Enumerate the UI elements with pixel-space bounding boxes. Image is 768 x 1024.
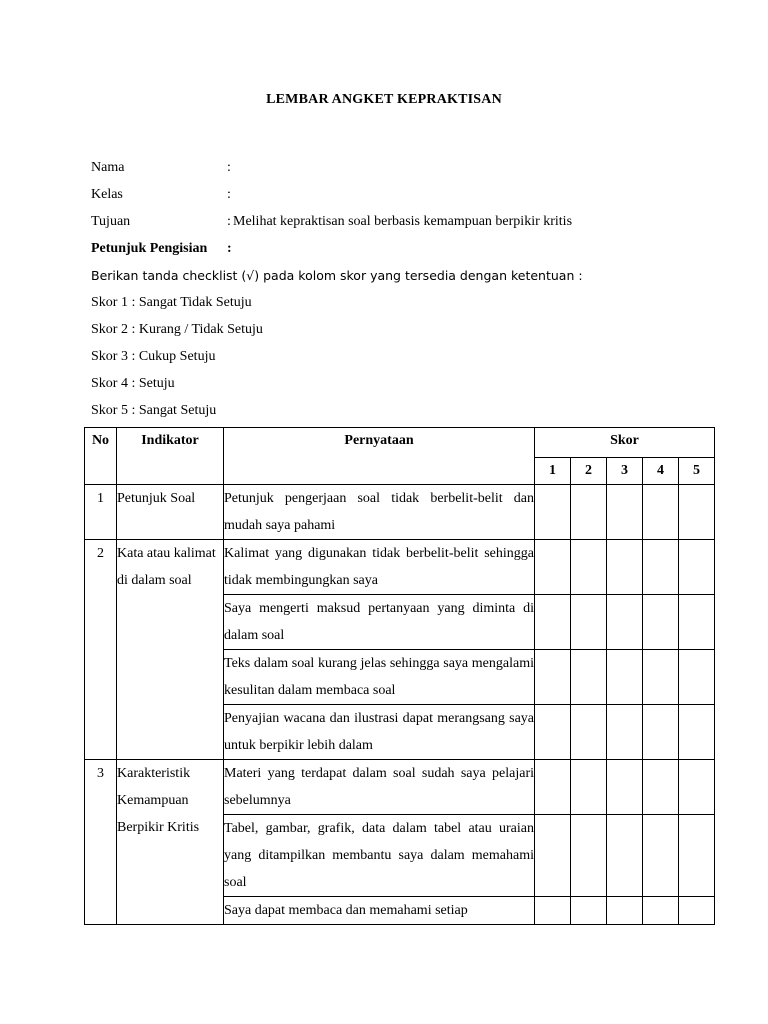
row-number: 2 — [85, 540, 117, 760]
score-checkbox-cell[interactable] — [535, 485, 571, 540]
score-level-header: 3 — [607, 458, 643, 485]
table-row — [85, 760, 715, 815]
score-checkbox-cell[interactable] — [607, 540, 643, 595]
indicator-cell: Kata atau kalimat di dalam soal — [117, 540, 224, 760]
score-level-header: 4 — [643, 458, 679, 485]
scale-item: Skor 4 : Setuju — [91, 376, 175, 391]
score-checkbox-cell[interactable] — [571, 760, 607, 815]
questionnaire-table — [84, 427, 715, 925]
scale-item: Skor 5 : Sangat Setuju — [91, 403, 217, 418]
score-checkbox-cell[interactable] — [535, 897, 571, 925]
indicator-cell: Petunjuk Soal — [117, 485, 224, 540]
header-statement: Pernyataan — [224, 428, 535, 485]
score-checkbox-cell[interactable] — [643, 705, 679, 760]
table-row — [85, 485, 715, 540]
score-checkbox-cell[interactable] — [571, 897, 607, 925]
score-checkbox-cell[interactable] — [607, 705, 643, 760]
score-checkbox-cell[interactable] — [571, 485, 607, 540]
field-label: Tujuan — [91, 214, 131, 229]
statement-cell: Materi yang terdapat dalam soal sudah saya pelajari sebelumnya — [224, 760, 535, 815]
statement-cell: Saya mengerti maksud pertanyaan yang diminta di dalam soal — [224, 595, 535, 650]
score-checkbox-cell[interactable] — [679, 705, 715, 760]
score-checkbox-cell[interactable] — [643, 815, 679, 897]
score-checkbox-cell[interactable] — [607, 595, 643, 650]
score-checkbox-cell[interactable] — [535, 705, 571, 760]
score-checkbox-cell[interactable] — [607, 485, 643, 540]
scale-item: Skor 2 : Kurang / Tidak Setuju — [91, 322, 263, 337]
row-number: 3 — [85, 760, 117, 925]
score-checkbox-cell[interactable] — [679, 595, 715, 650]
score-checkbox-cell[interactable] — [643, 897, 679, 925]
score-checkbox-cell[interactable] — [571, 705, 607, 760]
field-nama — [91, 158, 691, 178]
score-checkbox-cell[interactable] — [679, 815, 715, 897]
score-checkbox-cell[interactable] — [679, 897, 715, 925]
score-checkbox-cell[interactable] — [535, 540, 571, 595]
statement-cell: Tabel, gambar, grafik, data dalam tabel atau uraian yang ditampilkan membantu saya dalam memahami soal — [224, 815, 535, 897]
score-checkbox-cell[interactable] — [535, 815, 571, 897]
header-score: Skor — [535, 428, 715, 458]
header-indicator: Indikator — [117, 428, 224, 485]
score-checkbox-cell[interactable] — [571, 540, 607, 595]
score-checkbox-cell[interactable] — [643, 760, 679, 815]
score-checkbox-cell[interactable] — [607, 897, 643, 925]
instructions-colon: : — [227, 241, 232, 256]
statement-cell: Teks dalam soal kurang jelas sehingga saya mengalami kesulitan dalam membaca soal — [224, 650, 535, 705]
field-colon: : — [227, 187, 231, 202]
statement-cell: Penyajian wacana dan ilustrasi dapat merangsang saya untuk berpikir lebih dalam — [224, 705, 535, 760]
score-level-header: 1 — [535, 458, 571, 485]
row-number: 1 — [85, 485, 117, 540]
score-checkbox-cell[interactable] — [679, 485, 715, 540]
score-checkbox-cell[interactable] — [679, 650, 715, 705]
header-no: No — [85, 428, 117, 485]
scale-item: Skor 3 : Cukup Setuju — [91, 349, 216, 364]
statement-cell: Kalimat yang digunakan tidak berbelit-belit sehingga tidak membingungkan saya — [224, 540, 535, 595]
score-checkbox-cell[interactable] — [535, 760, 571, 815]
score-checkbox-cell[interactable] — [607, 650, 643, 705]
score-checkbox-cell[interactable] — [571, 815, 607, 897]
field-label: Kelas — [91, 187, 123, 202]
indicator-cell: Karakteristik Kemampuan Berpikir Kritis — [117, 760, 224, 925]
field-value: Melihat kepraktisan soal berbasis kemampuan berpikir kritis — [233, 214, 573, 229]
score-checkbox-cell[interactable] — [571, 595, 607, 650]
statement-cell: Petunjuk pengerjaan soal tidak berbelit-belit dan mudah saya pahami — [224, 485, 535, 540]
field-kelas — [91, 185, 691, 205]
score-checkbox-cell[interactable] — [679, 760, 715, 815]
scale-item: Skor 1 : Sangat Tidak Setuju — [91, 295, 252, 310]
field-colon: : — [227, 214, 231, 229]
field-colon: : — [227, 160, 231, 175]
instructions-text: Berikan tanda checklist (√) pada kolom skor yang tersedia dengan ketentuan : — [91, 268, 583, 283]
score-checkbox-cell[interactable] — [607, 760, 643, 815]
table-row — [85, 540, 715, 595]
field-tujuan — [91, 212, 691, 232]
score-level-header: 5 — [679, 458, 715, 485]
instructions-heading-text: Petunjuk Pengisian — [91, 241, 208, 256]
document-title: LEMBAR ANGKET KEPRAKTISAN — [266, 92, 502, 107]
field-label: Nama — [91, 160, 125, 175]
score-checkbox-cell[interactable] — [535, 595, 571, 650]
score-checkbox-cell[interactable] — [643, 485, 679, 540]
score-checkbox-cell[interactable] — [607, 815, 643, 897]
score-level-header: 2 — [571, 458, 607, 485]
score-checkbox-cell[interactable] — [535, 650, 571, 705]
score-checkbox-cell[interactable] — [571, 650, 607, 705]
score-checkbox-cell[interactable] — [643, 540, 679, 595]
score-checkbox-cell[interactable] — [643, 595, 679, 650]
score-checkbox-cell[interactable] — [643, 650, 679, 705]
instructions-heading — [91, 239, 232, 259]
statement-cell: Saya dapat membaca dan memahami setiap — [224, 897, 535, 925]
score-checkbox-cell[interactable] — [679, 540, 715, 595]
